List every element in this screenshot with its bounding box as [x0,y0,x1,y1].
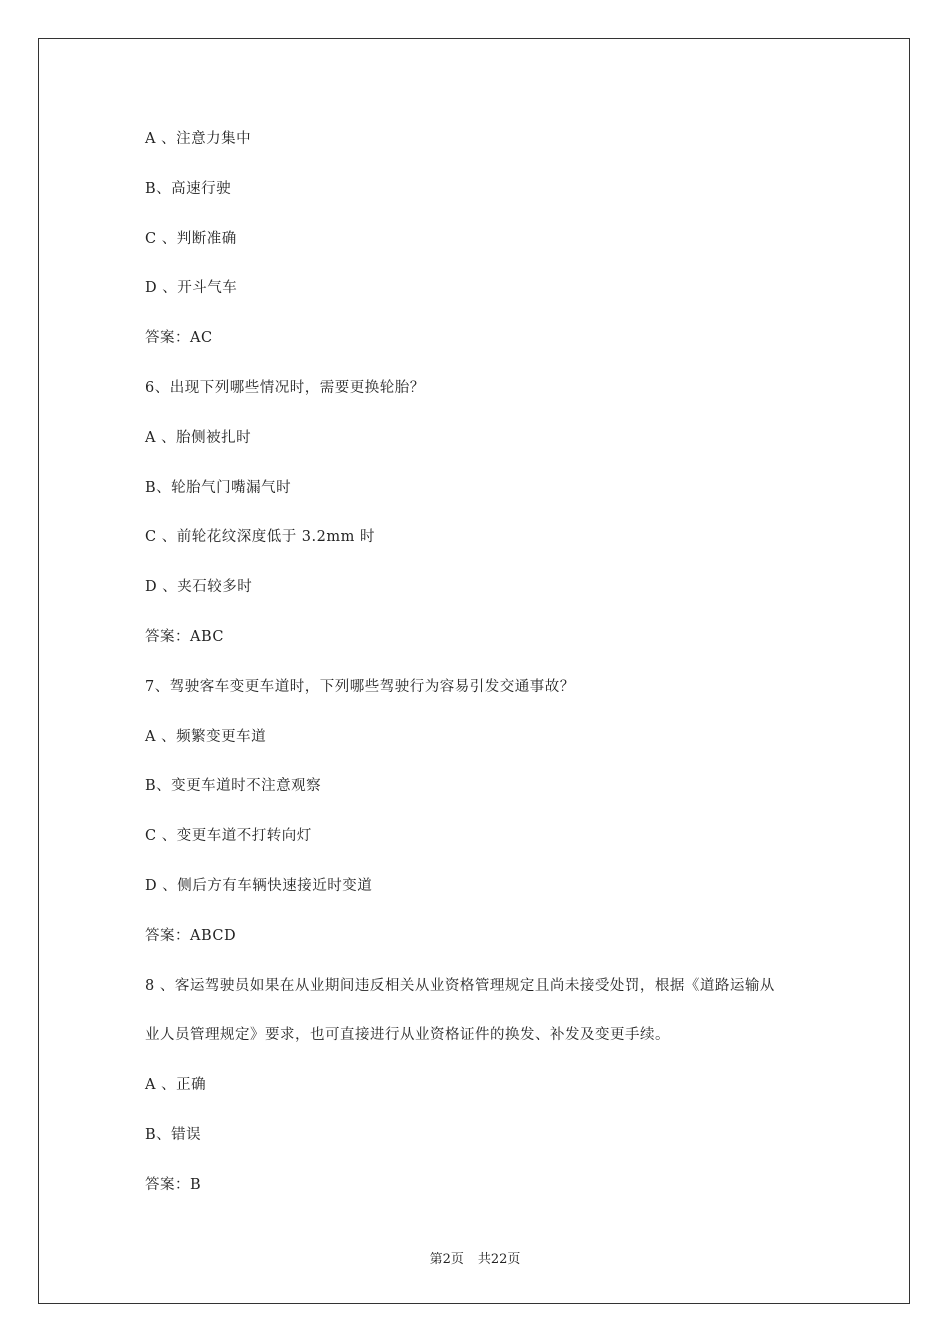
option-a-q8: A 、正确 [145,1077,207,1094]
question-6: 6、出现下列哪些情况时，需要更换轮胎？ [145,379,425,396]
option-c-q5: C 、判断准确 [145,230,237,247]
option-b-q5: B、高速行驶 [145,180,232,197]
question-7: 7、驾驶客车变更车道时，下列哪些驾驶行为容易引发交通事故？ [145,678,575,695]
option-b-q6: B、轮胎气门嘴漏气时 [145,479,292,496]
option-b-q8: B、错误 [145,1126,202,1143]
option-a-q7: A 、频繁变更车道 [145,728,267,745]
option-a-q5: A 、注意力集中 [145,131,252,147]
option-d-q6: D 、夹石较多时 [145,579,253,596]
option-d-q7: D 、侧后方有车辆快速接近时变道 [145,877,373,894]
question-8-line-1: 8 、客运驾驶员如果在从业期间违反相关从业资格管理规定且尚未接受处罚，根据《道路运输从 [145,977,775,994]
page-footer [0,1248,950,1267]
answer-q6: 答案：ABC [145,628,224,645]
option-d-q5: D 、开斗气车 [145,280,238,297]
answer-q8: 答案：B [145,1176,202,1193]
option-c-q6: C 、前轮花纹深度低于 3.2mm 时 [145,529,375,546]
option-b-q7: B、变更车道时不注意观察 [145,778,322,795]
answer-q7: 答案：ABCD [145,927,237,944]
document-body [145,125,825,1221]
option-c-q7: C 、变更车道不打转向灯 [145,828,312,845]
option-a-q6: A 、胎侧被扎时 [145,429,252,446]
page-total: 共22页 [477,1252,521,1267]
question-8-line-2: 业人员管理规定》要求，也可直接进行从业资格证件的换发、补发及变更手续。 [145,1027,670,1044]
page-number: 第2页 [429,1252,464,1267]
answer-q5: 答案：AC [145,330,213,347]
